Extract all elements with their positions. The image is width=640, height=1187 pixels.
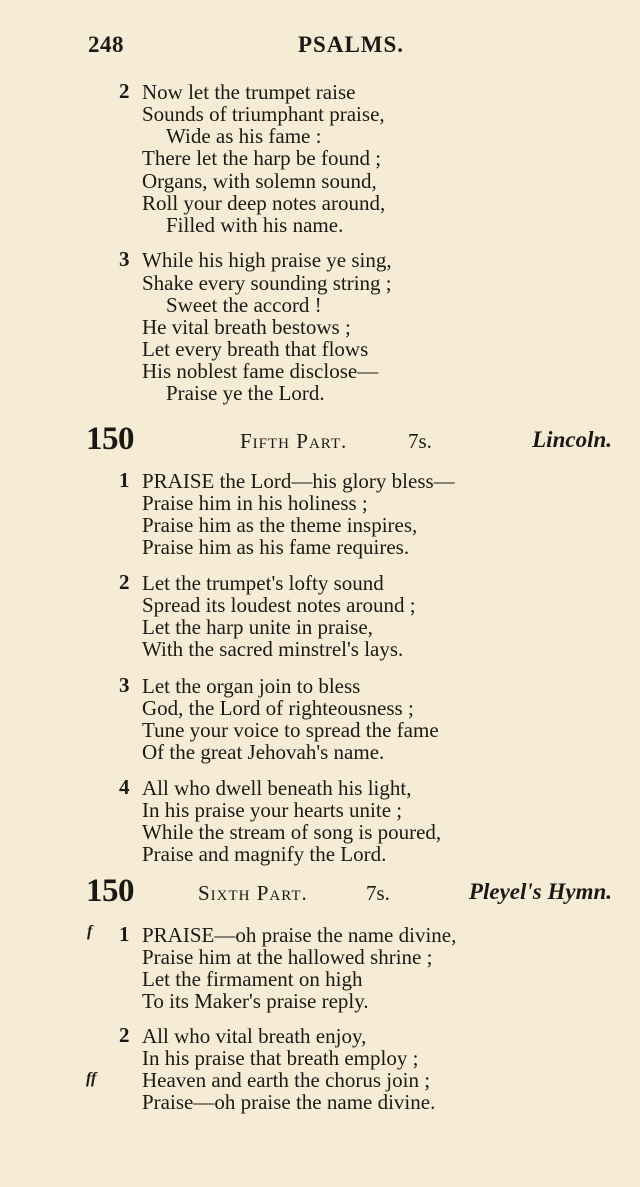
verse-line: There let the harp be found ; [142,146,382,170]
verse-line: Praise him in his holiness ; [142,491,368,515]
verse-line: Let the trumpet's lofty sound [142,571,384,595]
verse-line: Praise and magnify the Lord. [142,842,387,866]
running-head [88,32,608,62]
verse-line: Praise him as his fame requires. [142,535,410,559]
verse-line: His noblest fame disclose— [142,359,379,383]
verse-line: Now let the trumpet raise [142,80,356,104]
verse-line: God, the Lord of righteousness ; [142,696,414,720]
stanza-number: 2 [119,79,130,103]
verse-line: PRAISE the Lord—his glory bless— [142,469,455,493]
verse-line: Praise—oh praise the name divine. [142,1090,436,1114]
stanza-number: 2 [119,570,130,594]
psalm-number: 150 [86,421,134,457]
tune-name: Lincoln. [532,427,612,452]
stanza-number: 4 [119,775,130,799]
verse-line: Praise him at the hallowed shrine ; [142,945,433,969]
verse-line: All who vital breath enjoy, [142,1024,367,1048]
psalm-header-fifth-part [86,421,612,461]
psalm-header-sixth-part [86,873,612,913]
verse-line: With the sacred minstrel's lays. [142,637,404,661]
verse-line: Roll your deep notes around, [142,191,386,215]
part-name: Fifth Part. [240,429,348,453]
tune-name: Pleyel's Hymn. [468,879,612,904]
verse-line: To its Maker's praise reply. [142,989,369,1013]
part-name: Sixth Part. [198,881,308,905]
verse-line: Let the organ join to bless [142,674,361,698]
stanza-number: 1 [119,922,130,946]
verse-line: Heaven and earth the chorus join ; [142,1068,431,1092]
verse-line: PRAISE—oh praise the name divine, [142,923,457,947]
verse-line: While his high praise ye sing, [142,248,392,272]
verse-line: In his praise that breath employ ; [142,1046,419,1070]
stanza-number: 3 [119,247,130,271]
verse-line: Let every breath that flows [142,337,369,361]
verse-line: Wide as his fame : [166,124,322,148]
dynamic-mark-forte: f [87,923,93,940]
verse-line: Praise him as the theme inspires, [142,513,418,537]
running-title: PSALMS. [298,32,405,57]
verse-line: Of the great Jehovah's name. [142,740,385,764]
verse-line: Sounds of triumphant praise, [142,102,385,126]
verse-line: All who dwell beneath his light, [142,776,412,800]
verse-line: Filled with his name. [166,213,344,237]
page-number: 248 [88,32,124,57]
meter: 7s. [408,429,432,453]
verse-line: Let the firmament on high [142,967,363,991]
stanza-number: 3 [119,673,130,697]
psalm-number: 150 [86,873,134,909]
verse-line: Organs, with solemn sound, [142,169,377,193]
verse-line: Tune your voice to spread the fame [142,718,439,742]
verse-line: He vital breath bestows ; [142,315,351,339]
verse-line: Praise ye the Lord. [166,381,325,405]
verse-line: In his praise your hearts unite ; [142,798,403,822]
verse-line: Sweet the accord ! [166,293,322,317]
dynamic-mark-fortissimo: ff [86,1070,97,1087]
verse-line: While the stream of song is poured, [142,820,442,844]
stanza-number: 2 [119,1023,130,1047]
meter: 7s. [366,881,390,905]
stanza-number: 1 [119,468,130,492]
verse-line: Let the harp unite in praise, [142,615,373,639]
verse-line: Spread its loudest notes around ; [142,593,416,617]
verse-line: Shake every sounding string ; [142,271,392,295]
